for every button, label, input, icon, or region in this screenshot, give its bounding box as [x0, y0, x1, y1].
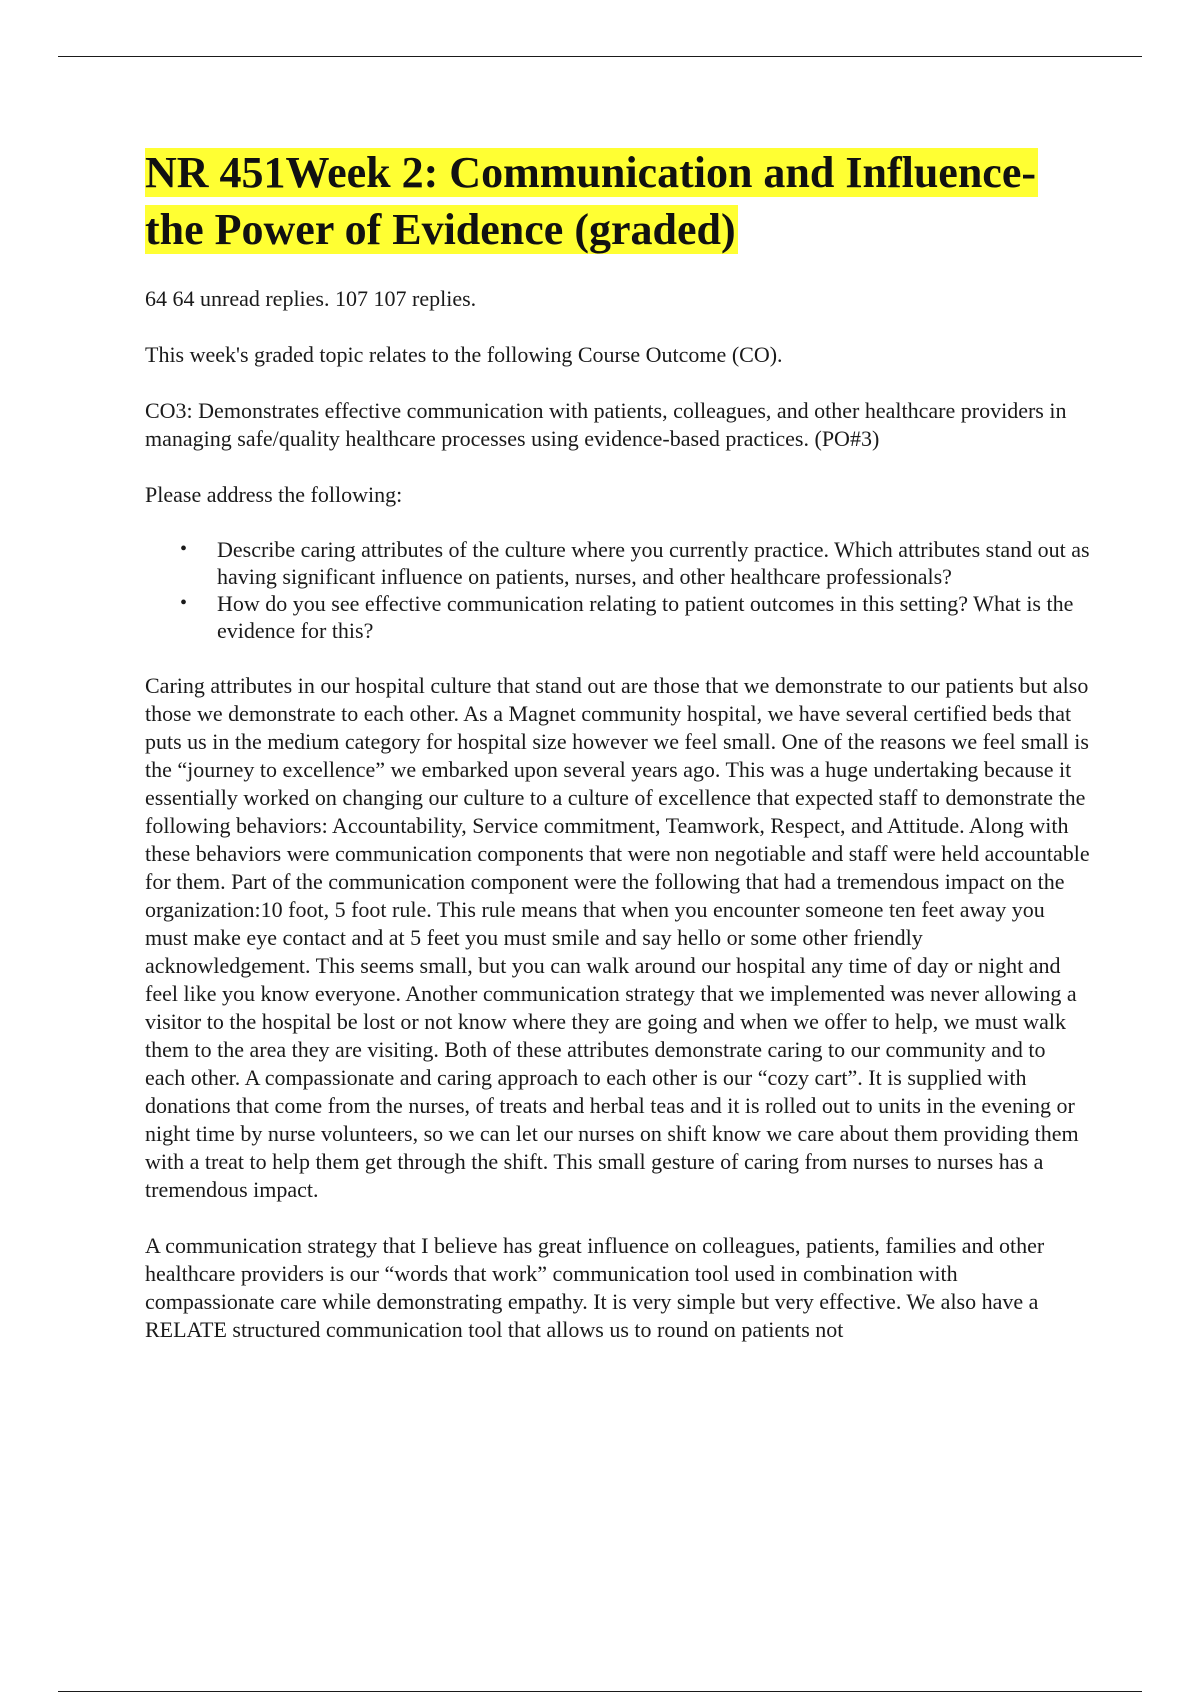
bullet-icon: •: [180, 592, 188, 614]
top-horizontal-rule: [58, 56, 1142, 57]
bullet-icon: •: [180, 538, 188, 560]
answer-paragraph: Caring attributes in our hospital culture that stand out are those that we demonstrate to our patients but also those we demonstrate to each other. As a Magnet community hospital, we have several certified beds that puts us in the medium category for hospital size however we feel small. One of the reasons we feel small is the “journey to excellence” we embarked upon several years ago. This was a huge undertaking because it essentially worked on changing our culture to a culture of excellence that expected staff to demonstrate the following behaviors: Accountability, Service commitment, Teamwork, Respect, and Attitude. Along with these behaviors were communication components that were non negotiable and staff were held accountable for them. Part of the communication component were the following that had a tremendous impact on the organization:10 foot, 5 foot rule. This rule means that when you encounter someone ten feet away you must make eye contact and at 5 feet you must smile and say hello or some other friendly acknowledgement. This seems small, but you can walk around our hospital any time of day or night and feel like you know everyone. Another communication strategy that we implemented was never allowing a visitor to the hospital be lost or not know where they are going and when we offer to help, we must walk them to the area they are visiting. Both of these attributes demonstrate caring to our community and to each other. A compassionate and caring approach to each other is our “cozy cart”. It is supplied with donations that come from the nurses, of treats and herbal teas and it is rolled out to units in the evening or night time by nurse volunteers, so we can let our nurses on shift know we care about them providing them with a treat to help them get through the shift. This small gesture of caring from nurses to nurses has a tremendous impact.: [145, 673, 1090, 1202]
document-body: [145, 144, 1090, 1344]
list-item: [180, 590, 1090, 644]
reply-stats: 64 64 unread replies. 107 107 replies.: [145, 286, 477, 311]
question-text: How do you see effective communication relating to patient outcomes in this setting? What is the evidence for this?: [217, 591, 1074, 643]
course-outcome-text: CO3: Demonstrates effective communication with patients, colleagues, and other healthcare providers in managing safe/quality healthcare processes using evidence-based practices. (PO#3): [145, 398, 1067, 451]
address-prompt: Please address the following:: [145, 482, 403, 507]
intro-text: This week's graded topic relates to the following Course Outcome (CO).: [145, 342, 783, 367]
title-highlight: NR 451Week 2: Communication and Influence-the Power of Evidence (graded): [145, 148, 1037, 254]
question-text: Describe caring attributes of the culture where you currently practice. Which attributes stand out as having significant influence on patients, nurses, and other healthcare professionals?: [217, 537, 1090, 589]
bottom-horizontal-rule: [58, 1691, 1142, 1692]
list-item: [180, 536, 1090, 590]
answer-paragraph: A communication strategy that I believe has great influence on colleagues, patients, families and other healthcare providers is our “words that work” communication tool used in combination with compassionate care while demonstrating empathy. It is very simple but very effective. We also have a RELATE structured communication tool that allows us to round on patients not: [145, 1233, 1045, 1342]
question-list: [145, 536, 1090, 644]
document-title: [145, 144, 1090, 258]
